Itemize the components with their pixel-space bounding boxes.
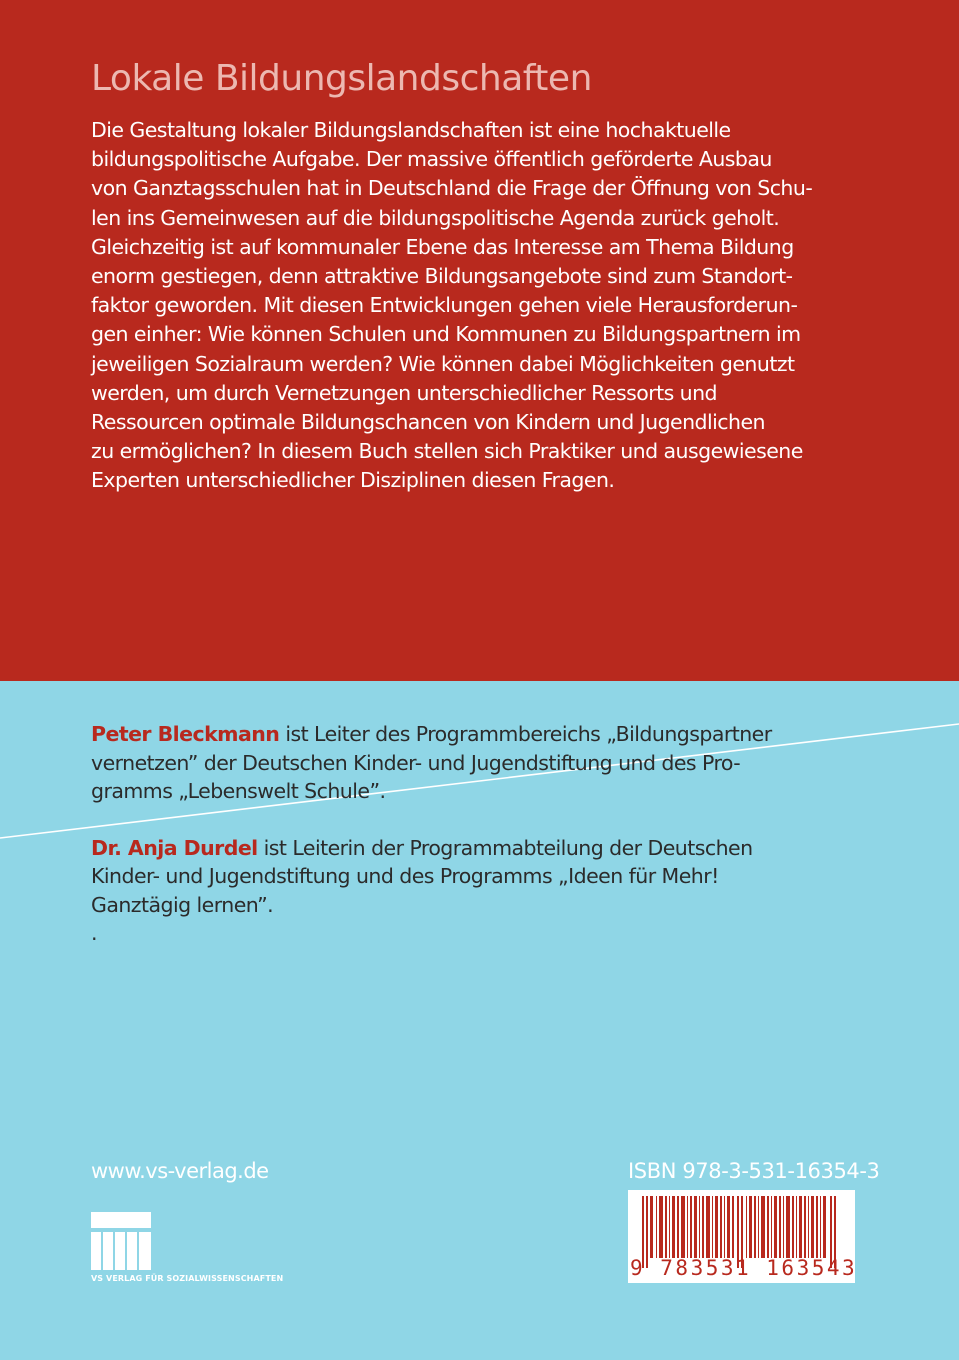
bio-line: Ganztägig lernen”. — [91, 892, 274, 917]
blurb-line: werden, um durch Vernetzungen unterschiedlicher Ressorts und — [91, 380, 718, 405]
blurb-line: faktor geworden. Mit diesen Entwicklungen gehen viele Herausforderun- — [91, 293, 798, 318]
blurb-line: Ressourcen optimale Bildungschancen von Kindern und Jugendlichen — [91, 410, 765, 435]
isbn-label: ISBN 978-3-531-16354-3 — [628, 1159, 880, 1183]
author-name-durdel: Dr. Anja Durdel — [91, 835, 258, 860]
author-bios — [91, 720, 891, 948]
blurb-line: Experten unterschiedlicher Disziplinen diesen Fragen. — [91, 468, 615, 493]
blurb-line: von Ganztagsschulen hat in Deutschland die Frage der Öffnung von Schu- — [91, 176, 813, 201]
bio-line — [91, 834, 891, 863]
author-name-bleckmann: Peter Bleckmann — [91, 722, 280, 746]
bio-text: ist Leiterin der Programmabteilung der Deutschen — [257, 835, 753, 860]
blurb-line: bildungspolitische Aufgabe. Der massive öffentlich geförderte Ausbau — [91, 147, 772, 172]
bio-text: ist Leiter des Programmbereichs „Bildungspartner — [279, 722, 772, 746]
bio-line: . — [91, 921, 97, 945]
blurb-line: zu ermöglichen? In diesem Buch stellen sich Praktiker und ausgewiesene — [91, 439, 803, 464]
vs-verlag-logo-icon — [91, 1212, 153, 1270]
bio-line: Kinder- und Jugendstiftung und des Programms „Ideen für Mehr! — [91, 864, 719, 888]
blurb-line: Gleichzeitig ist auf kommunaler Ebene das Interesse am Thema Bildung — [91, 234, 794, 259]
bio-line: vernetzen” der Deutschen Kinder- und Jugendstiftung und des Pro- — [91, 750, 741, 775]
blurb-text — [91, 116, 891, 496]
book-title: Lokale Bildungslandschaften — [91, 58, 592, 99]
bio-line: gramms „Lebenswelt Schule”. — [91, 779, 386, 803]
publisher-name: VS VERLAG FÜR SOZIALWISSENSCHAFTEN — [91, 1274, 284, 1283]
blurb-line: Die Gestaltung lokaler Bildungslandschaften ist eine hochaktuelle — [91, 118, 731, 142]
blurb-line: jeweiligen Sozialraum werden? Wie können dabei Möglichkeiten genutzt — [91, 351, 795, 376]
barcode — [628, 1190, 858, 1283]
blurb-line: gen einher: Wie können Schulen und Kommunen zu Bildungspartnern im — [91, 322, 801, 347]
barcode-digits: 9 783531 163543 — [630, 1256, 858, 1280]
bio-line — [91, 720, 891, 749]
blurb-line: enorm gestiegen, denn attraktive Bildungsangebote sind zum Standort- — [91, 264, 793, 289]
publisher-url[interactable]: www.vs-verlag.de — [91, 1159, 269, 1183]
blurb-line: len ins Gemeinwesen auf die bildungspolitische Agenda zurück geholt. — [91, 205, 780, 230]
